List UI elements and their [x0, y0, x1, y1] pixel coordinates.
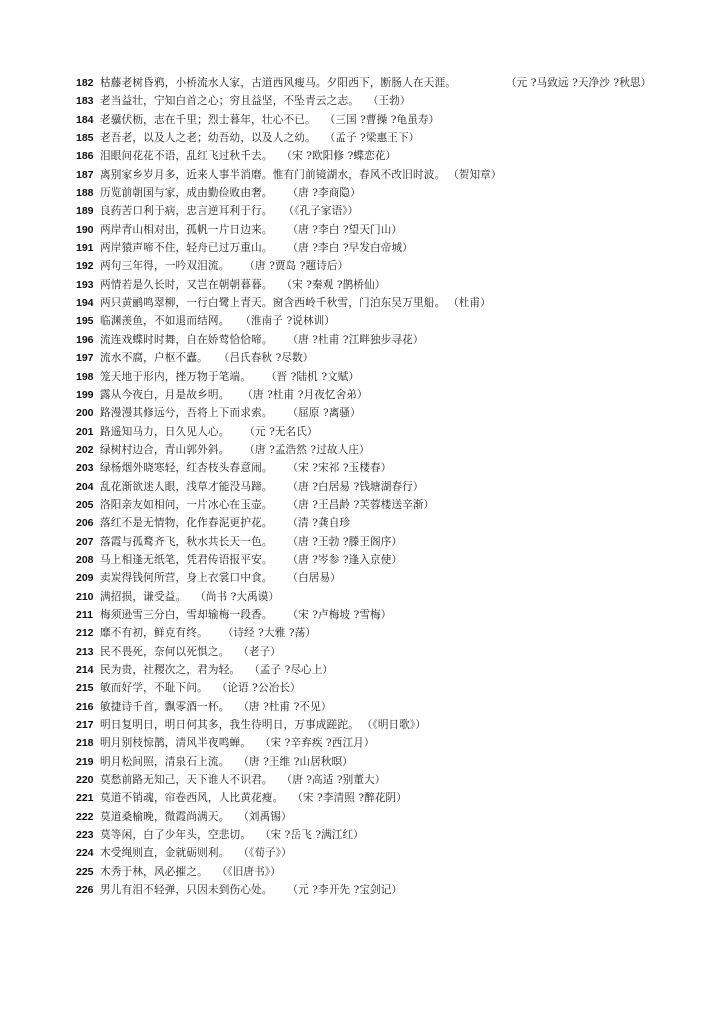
- entry-source: （贺知章）: [453, 168, 502, 181]
- entry-source: （唐 ?王昌龄 ?芙蓉楼送辛渐）: [292, 498, 435, 511]
- quote-entry: [76, 147, 656, 165]
- entry-number: 213: [76, 645, 94, 658]
- entry-text: 两句三年得，一吟双泪流。: [100, 260, 230, 273]
- entry-source: （三国 ?曹操 ?龟虽寿）: [329, 113, 440, 126]
- entry-source: （唐 ?岑参 ?逢入京使）: [292, 553, 403, 566]
- entry-number: 183: [76, 95, 94, 108]
- entry-text: 明日复明日，明日何其多，我生待明日，万事成蹉跎。: [100, 719, 360, 732]
- quote-entry: [76, 257, 656, 275]
- entry-number: 212: [76, 627, 94, 640]
- entry-source: （王勃）: [373, 95, 411, 108]
- quote-entry: [76, 753, 656, 771]
- quote-entry: [76, 863, 656, 881]
- quote-entry: [76, 331, 656, 349]
- entry-number: 205: [76, 498, 94, 511]
- entry-source: （孟子 ?梁惠王下）: [329, 132, 420, 145]
- entry-number: 204: [76, 480, 94, 493]
- quote-entry: [76, 679, 656, 697]
- quote-entry: [76, 514, 656, 532]
- quote-entry: [76, 551, 656, 569]
- entry-number: 184: [76, 113, 94, 126]
- entry-source: （元 ?李开先 ?宝剑记）: [292, 884, 403, 897]
- entry-source: （唐 ?李白 ?早发白帝城）: [292, 242, 413, 255]
- quote-entry: [76, 202, 656, 220]
- quote-entry: [76, 221, 656, 239]
- entry-source: （刘禹锡）: [243, 810, 292, 823]
- entry-text: 老骥伏枥，志在千里；烈士暮年，壮心不已。: [100, 113, 316, 126]
- entry-text: 泪眼问花花不语，乱红飞过秋千去。: [100, 150, 273, 163]
- quote-entry: [76, 368, 656, 386]
- entry-number: 215: [76, 682, 94, 695]
- quote-entry: [76, 533, 656, 551]
- quote-entry: [76, 184, 656, 202]
- entry-number: 196: [76, 333, 94, 346]
- entry-source: （屈原 ?离骚）: [292, 407, 361, 420]
- entry-number: 186: [76, 150, 94, 163]
- entry-text: 靡不有初，鲜克有终。: [100, 627, 208, 640]
- quote-entry: [76, 716, 656, 734]
- entry-source: （《旧唐书》）: [221, 865, 281, 878]
- entry-text: 良药苦口利于病，忠言逆耳利于行。: [100, 205, 273, 218]
- entry-number: 223: [76, 829, 94, 842]
- entry-text: 敏而好学，不耻下问。: [100, 682, 208, 695]
- entry-number: 221: [76, 792, 94, 805]
- entry-source: （《荀子》）: [243, 847, 292, 860]
- quote-entry: [76, 294, 656, 312]
- entry-source: （宋 ?卢梅坡 ?雪梅）: [292, 608, 392, 621]
- entry-source: （唐 ?杜甫 ?不见）: [243, 700, 332, 713]
- entry-text: 莫等闲，白了少年头，空悲切。: [100, 829, 252, 842]
- entry-number: 220: [76, 774, 94, 787]
- entry-text: 明月松间照，清泉石上流。: [100, 755, 230, 768]
- entry-number: 206: [76, 517, 94, 530]
- quote-entry: [76, 789, 656, 807]
- entry-number: 182: [76, 77, 94, 89]
- entry-number: 222: [76, 810, 94, 823]
- entry-text: 老吾老，以及人之老；幼吾幼，以及人之幼。: [100, 132, 316, 145]
- entry-text: 笼天地于形内，挫万物于笔端。: [100, 370, 252, 383]
- entry-text: 两岸猿声啼不住，轻舟已过万重山。: [100, 242, 273, 255]
- quote-entry: [76, 624, 656, 642]
- quote-entry: [76, 423, 656, 441]
- quote-entry: [76, 441, 656, 459]
- entry-text: 木秀于林，风必摧之。: [100, 865, 208, 878]
- quote-entry: [76, 459, 656, 477]
- entry-text: 流连戏蝶时时舞，自在娇莺恰恰啼。: [100, 333, 273, 346]
- quote-entry: [76, 312, 656, 330]
- entry-number: 219: [76, 755, 94, 768]
- entry-source: （诗经 ?大雅 ?荡）: [227, 627, 316, 640]
- quote-entry: [76, 386, 656, 404]
- entry-text: 洛阳亲友如相问，一片冰心在玉壶。: [100, 498, 273, 511]
- entry-text: 路漫漫其修远兮，吾将上下而求索。: [100, 407, 273, 420]
- quote-entry: [76, 166, 656, 184]
- entry-text: 民为贵，社稷次之，君为轻。: [100, 664, 241, 676]
- entry-source: （唐 ?杜甫 ?月夜忆舍弟）: [247, 388, 368, 401]
- quote-entry: [76, 826, 656, 844]
- entry-source: （宋 ?欧阳修 ?蝶恋花）: [286, 150, 397, 163]
- quote-entry: [76, 129, 656, 147]
- quote-entry: [76, 844, 656, 862]
- quote-entry: [76, 111, 656, 129]
- entry-source: （《孔子家语》）: [288, 205, 359, 218]
- entry-number: 202: [76, 443, 94, 456]
- entry-source: （杜甫）: [453, 297, 491, 310]
- entry-number: 201: [76, 425, 94, 438]
- entry-number: 211: [76, 608, 93, 621]
- entry-text: 莫道不销魂，帘卷西风，人比黄花瘦。: [100, 792, 284, 805]
- entry-source: （唐 ?贾岛 ?题诗后）: [249, 260, 349, 273]
- entry-source: （孟子 ?尽心上）: [254, 664, 334, 676]
- entry-text: 男儿有泪不轻弹，只因未到伤心处。: [100, 884, 273, 897]
- entry-source: （宋 ?宋祁 ?玉楼春）: [292, 462, 392, 475]
- entry-text: 莫愁前路无知己，天下谁人不识君。: [100, 774, 273, 787]
- entry-number: 194: [76, 297, 94, 310]
- entry-source: （唐 ?高适 ?别董大）: [286, 774, 386, 787]
- entry-source: （唐 ?王勃 ?滕王阁序）: [292, 535, 403, 548]
- entry-source: （白居易）: [292, 572, 341, 585]
- entry-number: 200: [76, 407, 94, 420]
- entry-text: 木受绳则直，金就砺则利。: [100, 847, 230, 860]
- entry-text: 老当益壮，宁知白首之心；穷且益坚，不坠青云之志。: [100, 95, 360, 108]
- quote-entry: [76, 771, 656, 789]
- entry-text: 两情若是久长时，又岂在朝朝暮暮。: [100, 278, 273, 291]
- entry-number: 209: [76, 572, 94, 585]
- entry-source: （淮南子 ?说林训）: [245, 315, 336, 328]
- entry-text: 临渊羡鱼，不如退而结网。: [100, 315, 230, 328]
- entry-source: （元 ?无名氏）: [249, 425, 318, 438]
- entry-number: 189: [76, 205, 94, 218]
- entry-source: （宋 ?李清照 ?醉花阴）: [297, 792, 407, 805]
- entry-number: 197: [76, 352, 94, 365]
- entry-source: （唐 ?孟浩然 ?过故人庄）: [249, 443, 370, 456]
- entry-source: （论语 ?公冶长）: [221, 682, 301, 695]
- entry-text: 历览前朝国与家，成由勤俭败由奢。: [100, 187, 273, 200]
- quote-entry: [76, 588, 656, 606]
- entry-text: 露从今夜白，月是故乡明。: [100, 388, 230, 401]
- entry-source: （唐 ?李商隐）: [292, 187, 361, 200]
- entry-text: 民不畏死，奈何以死惧之。: [100, 645, 230, 658]
- entry-number: 226: [76, 884, 94, 897]
- quote-entry: [76, 349, 656, 367]
- entry-number: 216: [76, 700, 94, 713]
- entry-source: （尚书 ?大禹谟）: [200, 590, 280, 603]
- entry-number: 198: [76, 370, 94, 383]
- entry-source: （晋 ?陆机 ?文赋）: [271, 370, 360, 383]
- entry-number: 195: [76, 315, 94, 328]
- entry-text: 两只黄鹂鸣翠柳，一行白鹭上青天。窗含西岭千秋雪，门泊东吴万里船。: [100, 297, 446, 310]
- entry-text: 绿杨烟外晓寒轻，红杏枝头春意闹。: [100, 462, 273, 475]
- entry-source: （唐 ?杜甫 ?江畔独步寻花）: [292, 333, 424, 346]
- quote-entry: [76, 276, 656, 294]
- quote-entry: [76, 569, 656, 587]
- entry-source: （唐 ?李白 ?望天门山）: [292, 223, 403, 236]
- quote-entry: [76, 881, 656, 899]
- entry-number: 224: [76, 847, 94, 860]
- entry-number: 187: [76, 168, 94, 181]
- entry-text: 落红不是无情物，化作春泥更护花。: [100, 517, 273, 530]
- entry-number: 190: [76, 223, 94, 236]
- entry-text: 梅须逊雪三分白，雪却输梅一段香。: [100, 608, 273, 621]
- entry-source: （宋 ?岳飞 ?满江红）: [265, 829, 364, 842]
- entry-source: （元 ?马致远 ?天净沙 ?秋思）: [511, 77, 652, 89]
- entry-number: 203: [76, 462, 94, 475]
- entry-number: 188: [76, 187, 94, 200]
- entry-text: 卖炭得钱何所营，身上衣裳口中食。: [100, 572, 273, 585]
- quote-entry: [76, 478, 656, 496]
- entry-text: 两岸青山相对出，孤帆一片日边来。: [100, 223, 273, 236]
- entry-number: 192: [76, 260, 94, 273]
- entry-source: （《明日歌》）: [367, 719, 427, 732]
- entry-number: 214: [76, 664, 94, 676]
- quote-entry: [76, 92, 656, 110]
- entry-number: 218: [76, 737, 94, 750]
- entry-source: （吕氏春秋 ?尽数）: [223, 352, 314, 365]
- entry-text: 敏捷诗千首，飘零酒一杯。: [100, 700, 230, 713]
- quote-list: [76, 74, 656, 899]
- entry-number: 225: [76, 865, 94, 878]
- entry-number: 208: [76, 553, 94, 566]
- quote-entry: [76, 496, 656, 514]
- entry-number: 210: [76, 590, 94, 603]
- quote-entry: [76, 239, 656, 257]
- entry-number: 191: [76, 242, 94, 255]
- entry-source: （宋 ?秦观 ?鹊桥仙）: [286, 278, 386, 291]
- entry-text: 绿树村边合，青山郭外斜。: [100, 443, 230, 456]
- entry-text: 路遥知马力，日久见人心。: [100, 425, 230, 438]
- entry-source: （宋 ?辛弃疾 ?西江月）: [265, 737, 375, 750]
- entry-text: 马上相逢无纸笔，凭君传语报平安。: [100, 553, 273, 566]
- entry-text: 落霞与孤鹜齐飞，秋水共长天一色。: [100, 535, 273, 548]
- quote-entry: [76, 404, 656, 422]
- entry-source: （唐 ?王维 ?山居秋暝）: [243, 755, 353, 768]
- entry-text: 枯藤老树昏鸦，小桥流水人家，古道西风瘦马。夕阳西下，断肠人在天涯。: [100, 77, 457, 89]
- entry-source: （唐 ?白居易 ?钱塘湖春行）: [292, 480, 424, 493]
- entry-source: （老子）: [243, 645, 282, 658]
- quote-entry: [76, 661, 656, 679]
- quote-entry: [76, 808, 656, 826]
- quote-entry: [76, 643, 656, 661]
- entry-text: 乱花渐欲迷人眼，浅草才能没马蹄。: [100, 480, 273, 493]
- quote-entry: [76, 74, 656, 92]
- entry-number: 199: [76, 388, 94, 401]
- quote-entry: [76, 734, 656, 752]
- entry-number: 207: [76, 535, 94, 548]
- quote-entry: [76, 698, 656, 716]
- entry-number: 193: [76, 278, 94, 291]
- entry-source: （清 ?龚自珍: [292, 517, 351, 530]
- entry-number: 185: [76, 132, 94, 145]
- entry-text: 莫道桑榆晚，微霞尚满天。: [100, 810, 230, 823]
- entry-text: 满招损，谦受益。: [100, 590, 187, 603]
- entry-number: 217: [76, 719, 94, 732]
- entry-text: 流水不腐，户枢不蠹。: [100, 352, 208, 365]
- quote-entry: [76, 606, 656, 624]
- entry-text: 离别家乡岁月多，近来人事半消磨。惟有门前镜湖水，春风不改旧时波。: [100, 168, 446, 181]
- entry-text: 明月别枝惊鹊，清风半夜鸣蝉。: [100, 737, 252, 750]
